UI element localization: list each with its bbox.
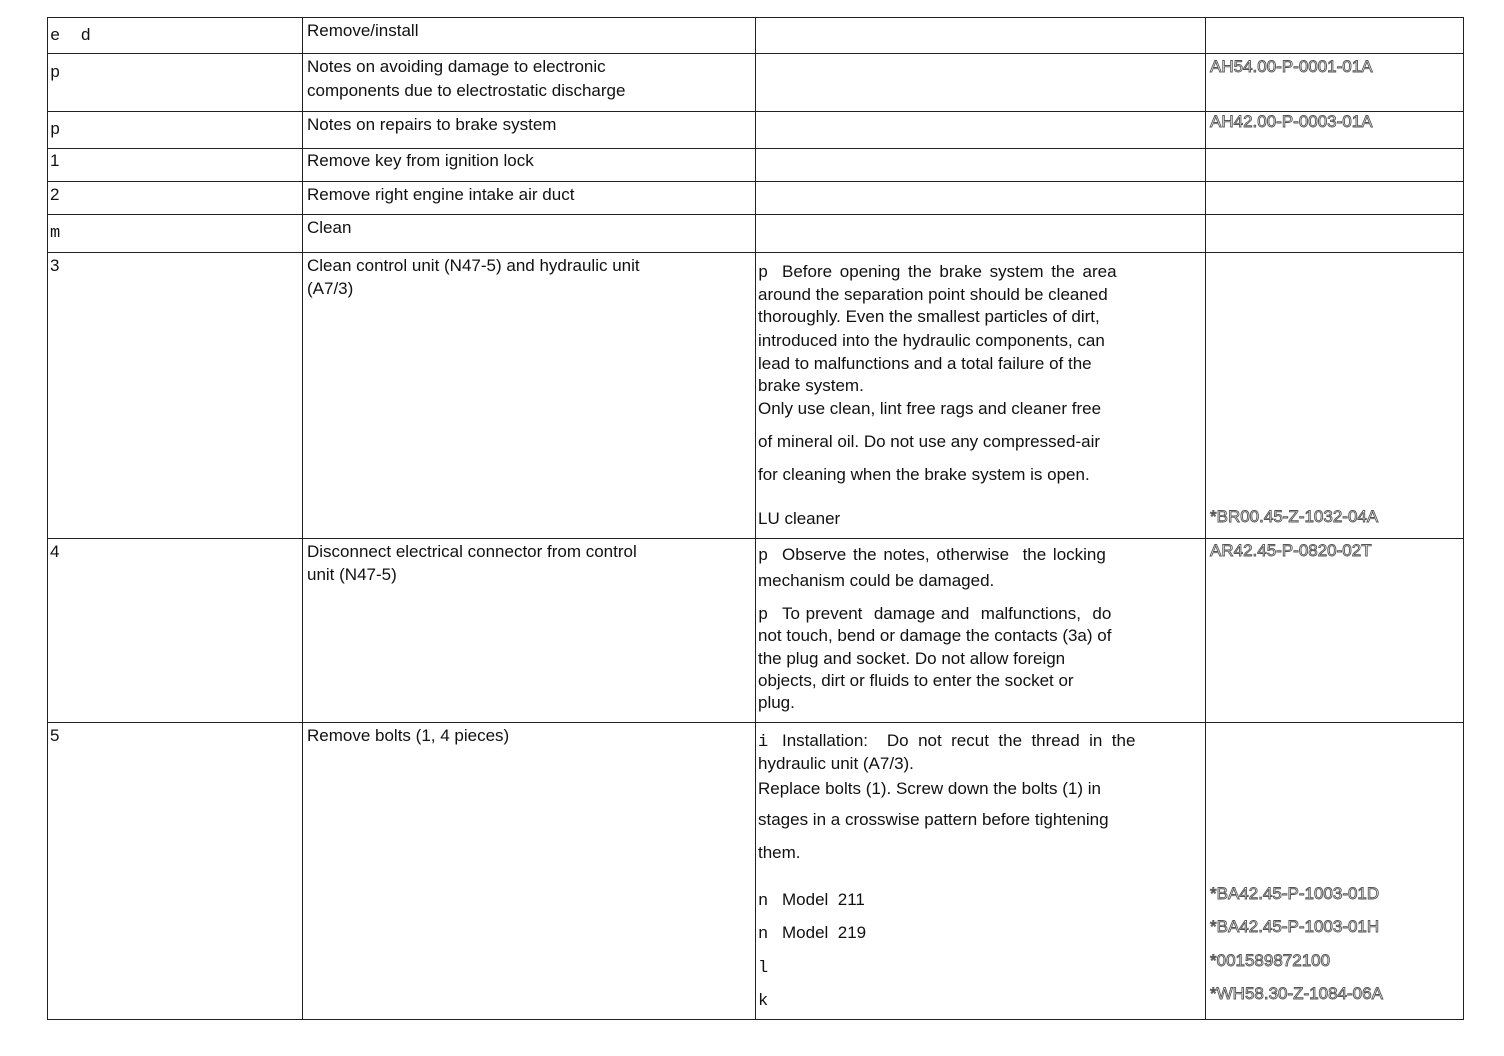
list-item — [758, 921, 866, 946]
note-text: stages in a crosswise pattern before tightening — [758, 810, 1109, 829]
note-text: Only use clean, lint free rags and cleaner free — [758, 399, 1102, 418]
row-symbol: e d — [50, 27, 91, 46]
note-symbol: p — [758, 606, 769, 625]
note-first-line — [758, 260, 1178, 285]
row-divider — [47, 214, 1464, 215]
row-divider — [47, 1019, 1464, 1020]
note-text: To prevent damage and malfunctions, do — [782, 604, 1112, 623]
note-symbol: p — [758, 547, 769, 566]
reference-code[interactable]: *001589872100 — [1210, 951, 1331, 970]
row-divider — [47, 252, 1464, 253]
step-number: 2 — [50, 185, 60, 204]
column-divider — [755, 17, 756, 1020]
list-item — [758, 988, 782, 1013]
step-text: Notes on repairs to brake system — [307, 115, 557, 134]
tool-symbol: l — [758, 959, 769, 978]
model-label: Model 211 — [782, 890, 865, 909]
model-label: Model 219 — [782, 923, 867, 942]
note-text: lead to malfunctions and a total failure of the — [758, 354, 1092, 373]
step-number: 3 — [50, 256, 60, 275]
note-text: hydraulic unit (A7/3). — [758, 754, 914, 773]
note-text: Replace bolts (1). Screw down the bolts (1) in — [758, 779, 1101, 798]
reference-code[interactable]: *BR00.45-Z-1032-04A — [1210, 507, 1379, 526]
step-text: Clean — [307, 218, 352, 237]
row-symbol: m — [50, 224, 61, 243]
step-text: Notes on avoiding damage to electronic — [307, 57, 606, 76]
step-text: Remove bolts (1, 4 pieces) — [307, 726, 510, 745]
note-text: plug. — [758, 693, 795, 712]
note-text: thoroughly. Even the smallest particles of dirt, — [758, 307, 1100, 326]
row-divider — [47, 53, 1464, 54]
step-text: Remove/install — [307, 21, 419, 40]
reference-code[interactable]: *BA42.45-P-1003-01H — [1210, 917, 1380, 936]
note-text: Observe the notes, otherwise the locking — [782, 545, 1106, 564]
step-text: (A7/3) — [307, 279, 354, 298]
material-symbol: k — [758, 992, 769, 1011]
reference-code[interactable]: AH54.00-P-0001-01A — [1210, 57, 1373, 76]
row-symbol: p — [50, 121, 61, 140]
note-text: Installation: Do not recut the thread in the — [782, 731, 1136, 750]
note-text: the plug and socket. Do not allow foreign — [758, 649, 1066, 668]
material-label: LU cleaner — [758, 509, 841, 528]
step-text: unit (N47-5) — [307, 565, 397, 584]
reference-code[interactable]: AR42.45-P-0820-02T — [1210, 541, 1372, 560]
row-divider — [47, 181, 1464, 182]
reference-code[interactable]: *BA42.45-P-1003-01D — [1210, 884, 1380, 903]
row-divider — [47, 17, 1464, 18]
note-first-line — [758, 729, 1135, 754]
table-border-right — [1463, 17, 1464, 1020]
column-divider — [302, 17, 303, 1020]
reference-code[interactable]: AH42.00-P-0003-01A — [1210, 112, 1373, 131]
note-first-line — [758, 543, 1106, 568]
item-symbol: n — [758, 925, 769, 944]
note-text: of mineral oil. Do not use any compressed-air — [758, 432, 1101, 451]
row-symbol: p — [50, 64, 61, 83]
step-number: 1 — [50, 151, 60, 170]
step-text: Clean control unit (N47-5) and hydraulic unit — [307, 256, 640, 275]
note-symbol: p — [758, 264, 769, 283]
note-text: Before opening the brake system the area — [782, 262, 1117, 281]
row-divider — [47, 148, 1464, 149]
step-text: components due to electrostatic discharge — [307, 81, 626, 100]
row-divider — [47, 722, 1464, 723]
note-text: for cleaning when the brake system is open. — [758, 465, 1090, 484]
list-item — [758, 955, 782, 980]
info-symbol: i — [758, 733, 769, 752]
item-symbol: n — [758, 892, 769, 911]
step-text: Remove key from ignition lock — [307, 151, 534, 170]
list-item — [758, 888, 865, 913]
note-text: mechanism could be damaged. — [758, 571, 995, 590]
step-text: Remove right engine intake air duct — [307, 185, 575, 204]
note-text: them. — [758, 843, 801, 862]
step-text: Disconnect electrical connector from control — [307, 542, 637, 561]
column-divider — [1205, 17, 1206, 1020]
note-text: not touch, bend or damage the contacts (3a) of — [758, 626, 1112, 645]
note-text: objects, dirt or fluids to enter the socket or — [758, 671, 1074, 690]
step-number: 5 — [50, 726, 60, 745]
step-number: 4 — [50, 542, 60, 561]
note-text: around the separation point should be cleaned — [758, 285, 1108, 304]
table-border-left — [47, 17, 48, 1020]
note-text: introduced into the hydraulic components, can — [758, 331, 1105, 350]
note-text: brake system. — [758, 376, 864, 395]
reference-code[interactable]: *WH58.30-Z-1084-06A — [1210, 984, 1383, 1003]
